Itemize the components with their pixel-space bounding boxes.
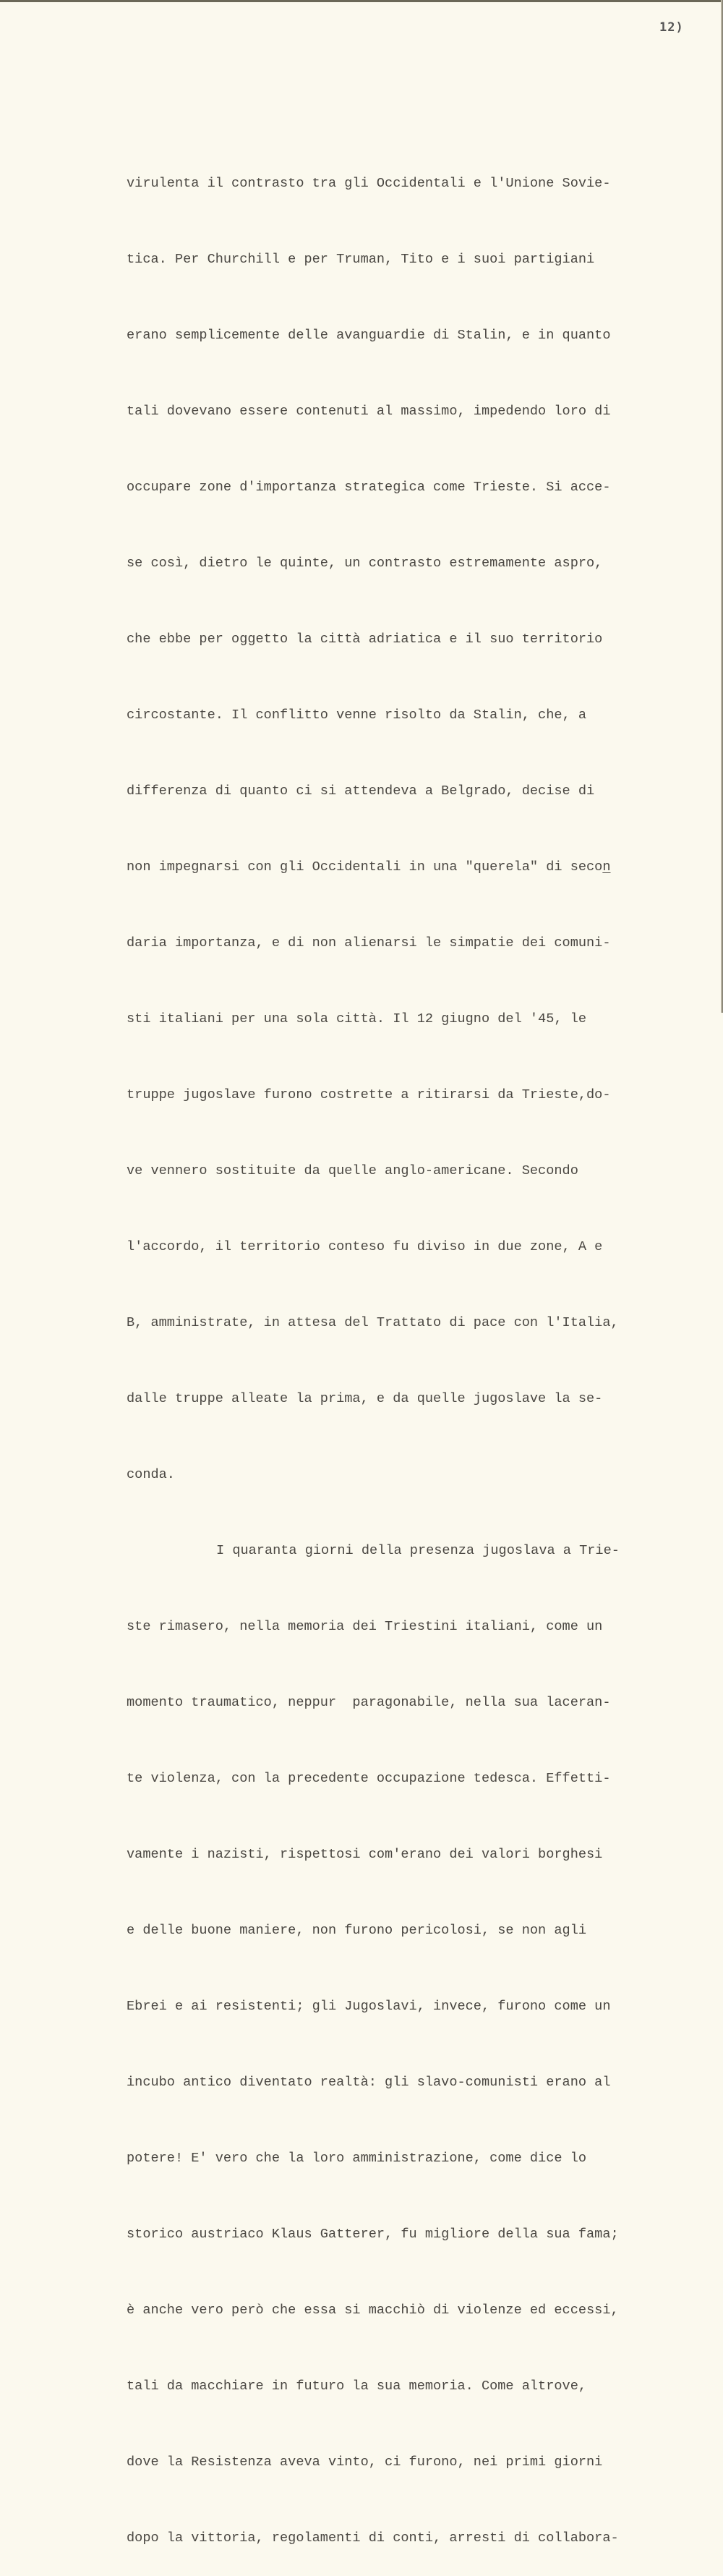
text-line: vamente i nazisti, rispettosi com'erano dei valori borghesi	[127, 1847, 603, 1862]
text-line: conda.	[127, 1467, 175, 1482]
text-line: sti italiani per una sola città. Il 12 giugno del '45, le	[127, 1011, 587, 1026]
text-line: circostante. Il conflitto venne risolto da Stalin, che, a	[127, 707, 587, 723]
page-number: 12)	[659, 20, 684, 35]
text-line: dopo la vittoria, regolamenti di conti, arresti di collabora-	[127, 2530, 619, 2546]
text-line: Ebrei e ai resistenti; gli Jugoslavi, invece, furono come un	[127, 1999, 611, 2014]
text-line: te violenza, con la precedente occupazione tedesca. Effetti-	[127, 1771, 611, 1786]
text-line: l'accordo, il territorio conteso fu diviso in due zone, A e	[127, 1239, 603, 1254]
text-line: che ebbe per oggetto la città adriatica e il suo territorio	[127, 632, 603, 647]
paragraph-start-line: I quaranta giorni della presenza jugoslava a Trie-	[216, 1543, 620, 1558]
text-line	[127, 854, 676, 880]
text-line: differenza di quanto ci si attendeva a Belgrado, decise di	[127, 783, 595, 799]
text-line: occupare zone d'importanza strategica come Trieste. Si acce-	[127, 480, 611, 495]
text-line: se così, dietro le quinte, un contrasto estremamente aspro,	[127, 556, 603, 571]
text-line: incubo antico diventato realtà: gli slavo-comunisti erano al	[127, 2075, 611, 2090]
text-line: ve vennero sostituite da quelle anglo-americane. Secondo	[127, 1163, 578, 1178]
text-line: ste rimasero, nella memoria dei Triestini italiani, come un	[127, 1619, 603, 1634]
underlined-letter: n	[602, 859, 611, 875]
text-line-main: non impegnarsi con gli Occidentali in una "querela" di seco	[127, 859, 603, 875]
text-line: e delle buone maniere, non furono pericolosi, se non agli	[127, 1923, 587, 1938]
text-line: B, amministrate, in attesa del Trattato di pace con l'Italia,	[127, 1315, 619, 1330]
text-line: storico austriaco Klaus Gatterer, fu migliore della sua fama;	[127, 2227, 619, 2242]
text-line: tica. Per Churchill e per Truman, Tito e i suoi partigiani	[127, 252, 595, 267]
text-line: è anche vero però che essa si macchiò di violenze ed eccessi,	[127, 2303, 619, 2318]
text-line: momento traumatico, neppur paragonabile, nella sua laceran-	[127, 1695, 611, 1710]
text-line: potere! E' vero che la loro amministrazione, come dice lo	[127, 2151, 587, 2166]
text-line: tali dovevano essere contenuti al massimo, impedendo loro di	[127, 404, 611, 419]
text-line: tali da macchiare in futuro la sua memoria. Come altrove,	[127, 2379, 587, 2394]
scan-top-edge	[0, 0, 723, 2]
text-line: daria importanza, e di non alienarsi le simpatie dei comuni-	[127, 935, 611, 951]
text-line: truppe jugoslave furono costrette a ritirarsi da Trieste,do-	[127, 1087, 611, 1102]
text-line: dove la Resistenza aveva vinto, ci furono, nei primi giorni	[127, 2454, 603, 2470]
typewritten-body	[127, 120, 676, 2576]
text-line: virulenta il contrasto tra gli Occidentali e l'Unione Sovie-	[127, 176, 611, 191]
text-line: erano semplicemente delle avanguardie di Stalin, e in quanto	[127, 328, 611, 343]
text-line: dalle truppe alleate la prima, e da quelle jugoslave la se-	[127, 1391, 603, 1406]
